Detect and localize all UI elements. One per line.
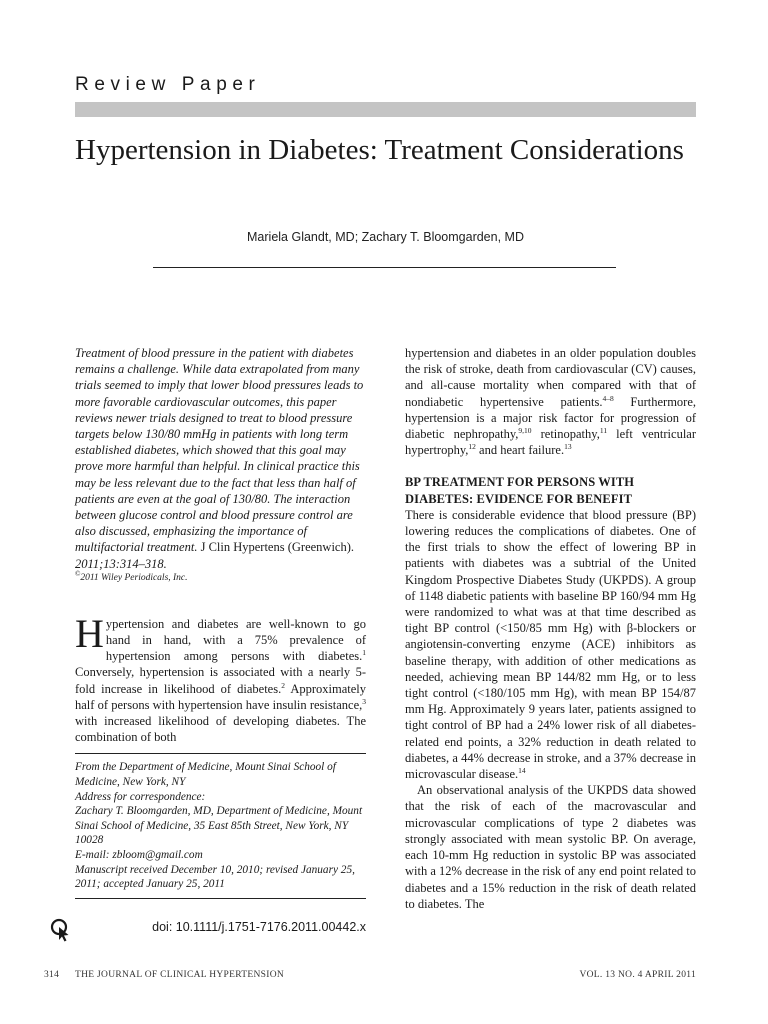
right-text-1b: Furthermore, hypertension is a major risk factor for progression of diabetic nephropathy, bbox=[405, 394, 697, 442]
crossref-cursor-icon[interactable] bbox=[50, 918, 72, 942]
abstract bbox=[75, 345, 366, 572]
ref-link-14[interactable]: 14 bbox=[518, 765, 526, 775]
right-text-1d: left ventricular hypertrophy, bbox=[405, 427, 697, 458]
abstract-text: Treatment of blood pressure in the patient with diabetes remains a challenge. While data extrapolated from many trials seemed to imply that lower blood pressures leads to more favorable cardiovascular outcomes, this paper reviews newer trials designed to treat to blood pressure targets below 130/80 mmHg in patients with long term established diabetes, which showed that this goal may prove more harmful than helpful. In clinical practice this may be less relevant due to the fact that less than half of patients are even at the goal of 130/80. The interaction between glucose control and blood pressure control are also discussed, emphasizing the importance of multifactorial treatment. bbox=[75, 346, 364, 555]
author-divider bbox=[153, 267, 616, 268]
doi-link[interactable]: doi: 10.1111/j.1751-7176.2011.00442.x bbox=[152, 920, 366, 934]
copyright-symbol: © bbox=[75, 569, 81, 578]
article-title: Hypertension in Diabetes: Treatment Considerations bbox=[75, 134, 684, 166]
affiliation-divider bbox=[75, 753, 366, 754]
ref-link-9-10[interactable]: 9,10 bbox=[518, 425, 532, 435]
copyright-line bbox=[75, 569, 366, 585]
citation-ref: 2011;13:314–318. bbox=[75, 556, 167, 571]
correspondence-email[interactable]: E-mail: zbloom@gmail.com bbox=[75, 849, 203, 862]
ref-link-2[interactable]: 2 bbox=[281, 680, 285, 690]
author-list: Mariela Glandt, MD; Zachary T. Bloomgarden, MD bbox=[247, 230, 524, 244]
citation-journal: J Clin Hypertens (Greenwich). bbox=[200, 540, 355, 555]
page-number: 314 bbox=[44, 970, 60, 980]
correspondence-address: Zachary T. Bloomgarden, MD, Department of Medicine, Mount Sinai School of Medicine, 35 East 85th Street, New York, NY 10028 bbox=[75, 805, 363, 847]
ref-link-3[interactable]: 3 bbox=[362, 696, 366, 706]
right-text-2: There is considerable evidence that blood pressure (BP) lowering reduces the complications of diabetes. One of the first trials to show the effect of lowering BP in patients with diabetes was a subtrial of the United Kingdom Prospective Diabetes Study (UKPDS). A group of 1148 diabetic patients with baseline BP 160/94 mm Hg were randomized to what was at that time described as tight BP control (<150/85 mm Hg) with β-blockers or angiotensin-converting enzyme (ACE) inhibitors as baseline therapy, with addition of other medications as needed, achieving mean BP 144/82 mm Hg, or to less tight control (<180/105 mm Hg), with mean BP 154/87 mm Hg. Approximately 9 years later, patients assigned to tight control of BP had a 24% lower risk of all diabetes-related end points, a 32% reduction in death related to diabetes, a 44% decrease in stroke, and a 37% decrease in microvascular disease. bbox=[405, 507, 696, 782]
ref-link-12[interactable]: 12 bbox=[468, 442, 476, 452]
right-paragraph-2 bbox=[405, 507, 696, 782]
left-column bbox=[75, 345, 366, 899]
manuscript-dates: Manuscript received December 10, 2010; revised January 25, 2011; accepted January 25, 2011 bbox=[75, 863, 355, 891]
section-label: Review Paper bbox=[75, 74, 261, 95]
right-paragraph-3: An observational analysis of the UKPDS data showed that the risk of each of the macrovascular and microvascular complications of type 2 diabetes was strongly associated with mean systolic BP. On average, each 10-mm Hg reduction in systolic BP was associated with a 12% decrease in the risk of any end point related to diabetes and a 15% reduction in the risk of death related to diabetes. The bbox=[405, 783, 696, 911]
journal-name: THE JOURNAL OF CLINICAL HYPERTENSION bbox=[75, 970, 285, 980]
ref-link-11[interactable]: 11 bbox=[599, 425, 608, 435]
section-heading: BP TREATMENT FOR PERSONS WITH DIABETES: EVIDENCE FOR BENEFIT bbox=[405, 475, 635, 506]
affiliation-dept: From the Department of Medicine, Mount Sinai School of Medicine, New York, NY bbox=[75, 761, 336, 789]
affiliation-block bbox=[75, 760, 366, 891]
intro-text-4: with increased likelihood of developing diabetes. The combination of both bbox=[75, 714, 366, 745]
ref-link-13[interactable]: 13 bbox=[564, 442, 572, 452]
copyright-text: 2011 Wiley Periodicals, Inc. bbox=[80, 572, 188, 583]
correspondence-label: Address for correspondence: bbox=[75, 790, 206, 803]
intro-text-1: ypertension and diabetes are well-known to go hand in hand, with a 75% prevalence of hypertension among persons with diabetes. bbox=[105, 616, 366, 664]
affiliation-bottom-divider bbox=[75, 898, 366, 899]
right-text-1c: retinopathy, bbox=[531, 427, 600, 442]
right-text-1e: and heart failure. bbox=[475, 443, 565, 458]
intro-text-3: Approximately half of persons with hypertension have insulin resistance, bbox=[75, 681, 367, 712]
issue-info: VOL. 13 NO. 4 APRIL 2011 bbox=[579, 970, 696, 980]
right-paragraph-1 bbox=[405, 345, 696, 458]
ref-link-4-8[interactable]: 4–8 bbox=[602, 393, 614, 403]
header-bar bbox=[75, 102, 696, 117]
drop-cap: H bbox=[75, 610, 104, 656]
right-text-1a: hypertension and diabetes in an older population doubles the risk of stroke, death from cardiovascular (CV) causes, and all-cause mortality when compared with that of nondiabetic hypertensive patients. bbox=[405, 346, 696, 409]
intro-paragraph bbox=[75, 610, 367, 746]
doi-row bbox=[50, 916, 366, 944]
ref-link-1[interactable]: 1 bbox=[362, 648, 366, 658]
intro-text-2: Conversely, hypertension is associated with a nearly 5-fold increase in likelihood of diabetes. bbox=[75, 665, 366, 696]
right-column bbox=[405, 345, 696, 912]
